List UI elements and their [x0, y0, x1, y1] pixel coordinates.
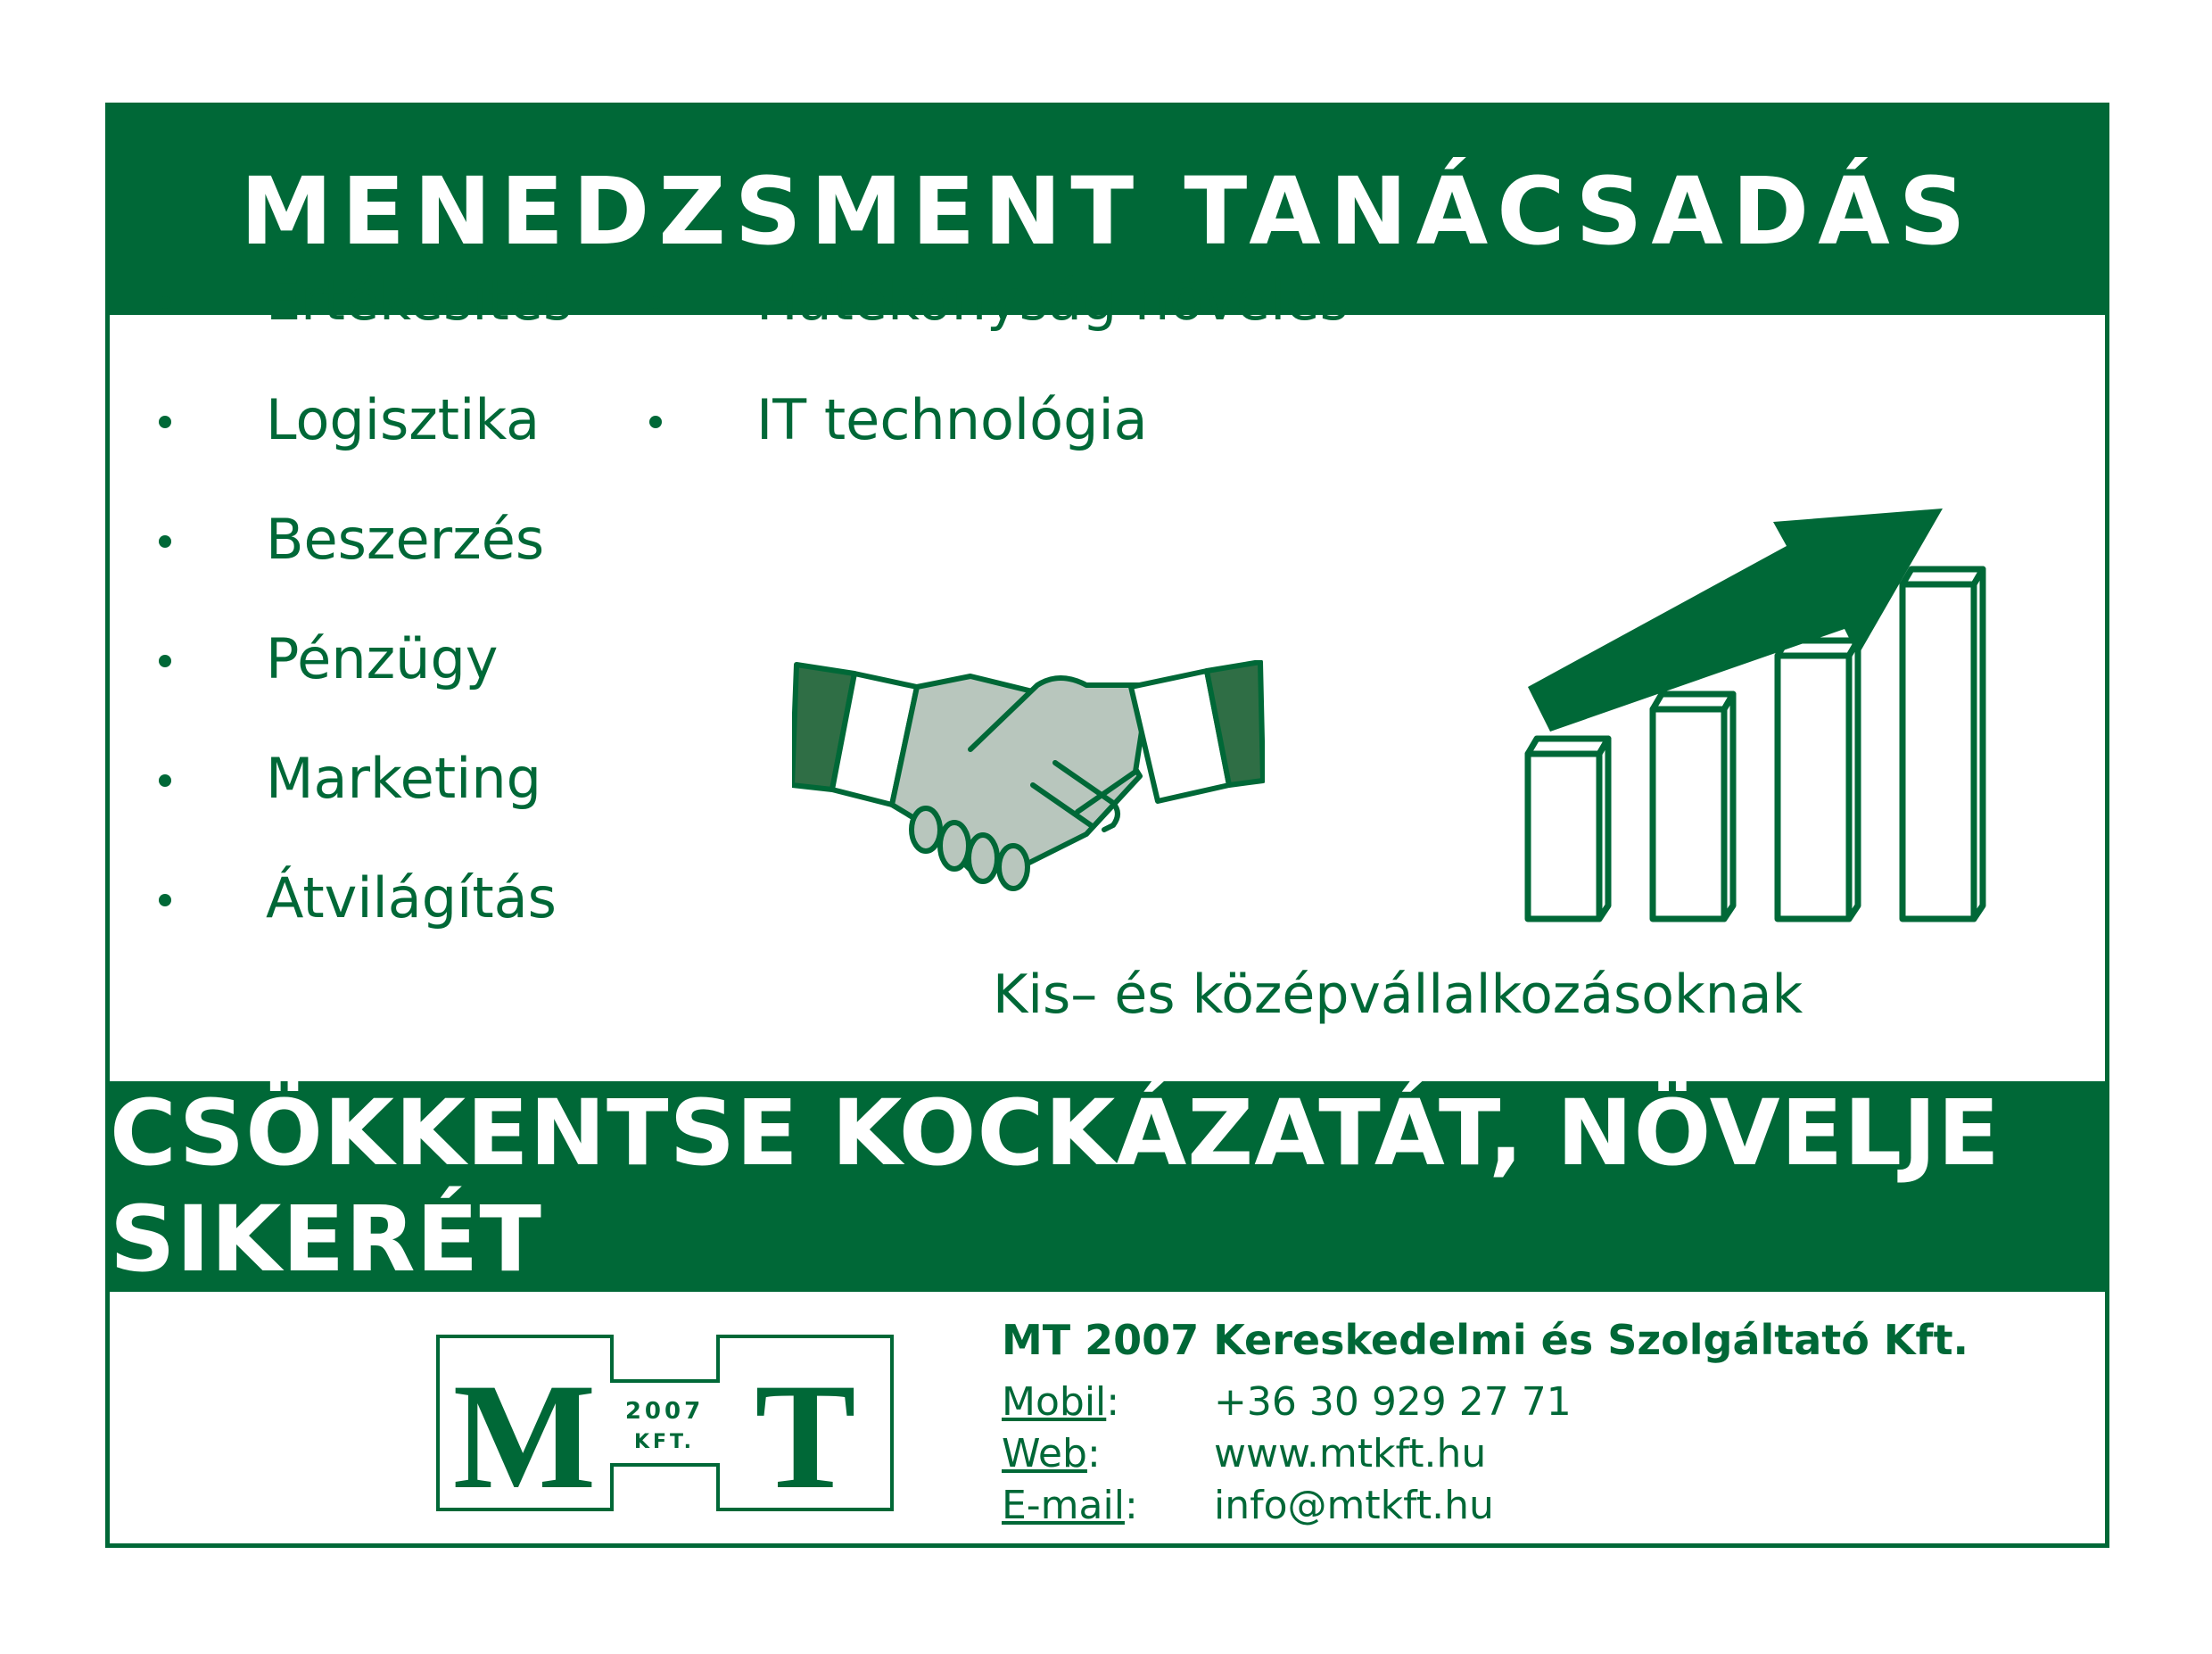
list-item: Logisztika — [266, 360, 572, 480]
company-logo — [435, 1334, 895, 1512]
contact-label: E-mail — [1002, 1483, 1125, 1528]
bullet-icon — [159, 296, 171, 309]
slogan: CSÖKKENTSE KOCKÁZATÁT, NÖVELJE SIKERÉT — [110, 1080, 2001, 1293]
contact-row-web: Web: www.mtkft.hu — [1002, 1428, 1969, 1480]
contact-row-email: E-mail: info@mtkft.hu — [1002, 1480, 1969, 1532]
list-item: IT technológia — [756, 360, 1349, 480]
bullet-icon — [649, 296, 662, 309]
contact-row-mobile: Mobil: +36 30 929 27 71 — [1002, 1377, 1969, 1428]
bullet-icon — [159, 774, 171, 787]
slogan-band — [110, 1081, 2105, 1292]
logo-letter-t: T — [755, 1352, 856, 1512]
services-list-right — [756, 241, 1349, 480]
handshake-icon — [792, 660, 1265, 910]
company-name: MT 2007 Kereskedelmi és Szolgáltató Kft. — [1002, 1316, 1969, 1364]
list-item: Pénzügy — [266, 600, 572, 719]
bullet-icon — [159, 535, 171, 548]
list-item: Átvilágítás — [266, 839, 572, 958]
list-item: Marketing — [266, 719, 572, 839]
contact-value[interactable]: info@mtkft.hu — [1214, 1483, 1494, 1528]
list-item: Hatékonyság növelés — [756, 241, 1349, 360]
tagline: Kis– és középvállalkozásoknak — [993, 963, 1803, 1026]
growth-chart-icon — [1474, 482, 1992, 1017]
poster-frame — [105, 103, 2109, 1548]
company-info — [1002, 1316, 1969, 1532]
bullet-icon — [159, 655, 171, 667]
contact-value[interactable]: www.mtkft.hu — [1214, 1431, 1487, 1476]
services-list-left — [266, 241, 572, 958]
bullet-icon — [649, 416, 662, 428]
logo-letter-m: M — [452, 1352, 597, 1512]
page-title: MENEDZSMENT TANÁCSADÁS — [240, 156, 1975, 266]
bullet-icon — [159, 416, 171, 428]
logo-year: 2007 — [624, 1398, 705, 1425]
logo-suffix: KFT. — [633, 1431, 696, 1453]
list-item: Értékesítés — [266, 241, 572, 360]
list-item: Beszerzés — [266, 480, 572, 600]
contact-value: +36 30 929 27 71 — [1214, 1379, 1572, 1425]
contact-label: Web — [1002, 1431, 1087, 1476]
contact-label: Mobil — [1002, 1379, 1107, 1425]
bullet-icon — [159, 894, 171, 906]
